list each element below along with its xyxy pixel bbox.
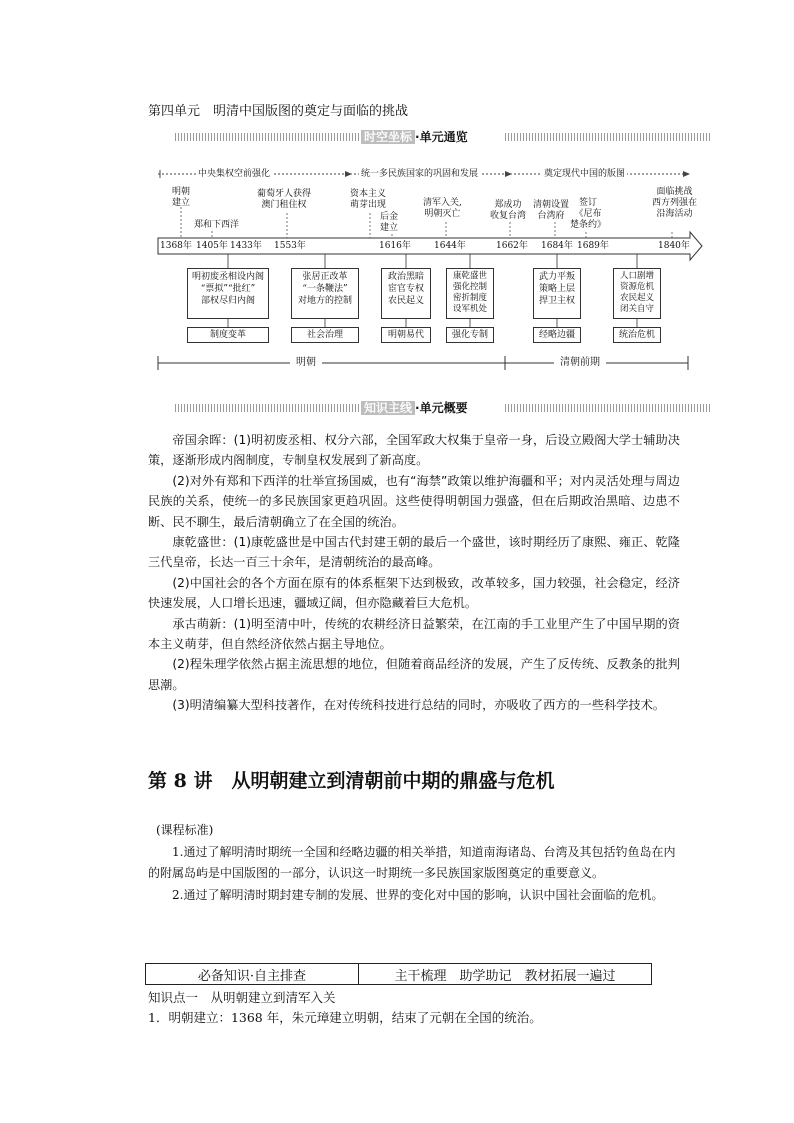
timeline-box: 武力平叛 策略上层 捍卫主权 xyxy=(533,268,581,319)
period-label: 奠定现代中国的版图 xyxy=(544,169,626,179)
year-label: 1644年 xyxy=(434,241,466,251)
banner-label: 时空坐标 ·单元通览 xyxy=(361,130,468,144)
year-label: 1433年 xyxy=(230,241,262,251)
event-label: 郑和下西洋 xyxy=(194,220,240,230)
table-cell-right: 主干梳理 助学助记 教材拓展一遍过 xyxy=(394,968,616,984)
year-label: 1368年 xyxy=(160,241,192,251)
year-label: 1405年 xyxy=(196,241,228,251)
period-label: 统一多民族国家的巩固和发展 xyxy=(361,169,479,179)
timeline-box: 康乾盛世 强化控制 密折制度 设军机处 xyxy=(446,268,494,319)
banner-label: 知识主线 ·单元概要 xyxy=(361,401,468,415)
section-banner-overview xyxy=(175,401,710,415)
event-label: 清军入关, 明朝灭亡 xyxy=(423,198,462,219)
event-label: 资本主义 萌芽出现 xyxy=(350,189,387,210)
theme-box: 明朝易代 xyxy=(381,327,431,343)
event-label: 面临挑战 西方列强在 沿海活动 xyxy=(652,187,698,219)
event-label: 签订 《尼布 楚条约》 xyxy=(570,198,607,230)
section-header-table xyxy=(145,963,652,985)
year-label: 1689年 xyxy=(577,241,609,251)
overview-paragraph: 康乾盛世：(1)康乾盛世是中国古代封建王朝的最后一个盛世，该时期经历了康熙、雍正、乾隆三代皇帝，长达一百三十余年，是清朝统治的最高峰。 xyxy=(148,535,680,570)
curriculum-item: 1.通过了解明清时期统一全国和经略边疆的相关举措，知道南海诸岛、台湾及其包括钓鱼岛在内的附属岛屿是中国版图的一部分，认识这一时期统一多民族国家版图奠定的重要意义。 xyxy=(148,844,676,880)
overview-paragraph: 承古萌新：(1)明至清中叶，传统的农耕经济日益繁荣，在江南的手工业里产生了中国早期的资本主义萌芽，但自然经济依然占据主导地位。 xyxy=(148,616,680,652)
overview-paragraph: (2)程朱理学依然占据主流思想的地位，但随着商品经济的发展，产生了反传统、反教条的批判思潮。 xyxy=(148,657,680,692)
unit-title: 第四单元 明清中国版图的奠定与面临的挑战 xyxy=(148,104,409,119)
event-label: 郑成功 收复台湾 xyxy=(490,200,527,221)
lesson-title: 第 8 讲 从明朝建立到清朝前中期的鼎盛与危机 xyxy=(148,770,555,792)
theme-box: 统治危机 xyxy=(613,327,661,343)
event-label: 后金 建立 xyxy=(380,212,399,233)
overview-paragraph: 帝国余晖：(1)明初废丞相、权分六部，全国军政大权集于皇帝一身，后设立殿阁大学士辅助决策，逐渐形成内阁制度，专制皇权发展到了新高度。 xyxy=(148,433,680,468)
overview-paragraph: (2)对外有郑和下西洋的壮举宣扬国威，也有“海禁”政策以维护海疆和平；对内灵活处理与周边民族的关系，使统一的多民族国家更趋巩固。这些使得明朝国力强盛，但在后期政治黑暗、边患不断、民不聊生，最后清朝确立了在全国的统治。 xyxy=(148,473,680,529)
timeline-box: 明初废丞相设内阁 “票拟”“批红” 部权尽归内阁 xyxy=(187,268,269,319)
theme-box: 制度变革 xyxy=(187,327,269,343)
era-label: 清朝前期 xyxy=(554,356,606,370)
year-label: 1840年 xyxy=(658,241,690,251)
timeline-box: 政治黑暗 宦官专权 农民起义 xyxy=(381,268,431,319)
curriculum-heading: (课程标准) xyxy=(156,823,214,837)
era-label: 明朝 xyxy=(290,356,322,370)
theme-box: 经略边疆 xyxy=(533,327,581,343)
year-label: 1553年 xyxy=(274,241,306,251)
overview-paragraph: (3)明清编纂大型科技著作，在对传统科技进行总结的同时，亦吸收了西方的一些科学技术。 xyxy=(172,698,665,713)
period-label: 中央集权空前强化 xyxy=(198,169,271,179)
table-cell-left: 必备知识·自主排查 xyxy=(146,964,359,984)
unit-overview xyxy=(148,430,680,716)
year-label: 1662年 xyxy=(496,241,528,251)
theme-box: 社会治理 xyxy=(291,327,359,343)
curriculum-item: 2.通过了解明清时期封建专制的发展、世界的变化对中国的影响，认识中国社会面临的危机。 xyxy=(172,887,664,902)
point-text: 1．明朝建立：1368 年，朱元璋建立明朝，结束了元朝在全国的统治。 xyxy=(148,1010,542,1025)
event-label: 葡萄牙人获得 澳门租住权 xyxy=(257,189,312,210)
event-label: 清朝设置 台湾府 xyxy=(533,200,570,221)
event-label: 明朝 建立 xyxy=(172,187,191,208)
theme-box: 强化专制 xyxy=(446,327,494,343)
year-label: 1684年 xyxy=(541,241,573,251)
overview-paragraph: (2)中国社会的各个方面在原有的体系框架下达到极致，改革较多，国力较强，社会稳定，经济快速发展，人口增长迅速，疆域辽阔，但亦隐藏着巨大危机。 xyxy=(148,575,680,611)
knowledge-point-title: 知识点一 从明朝建立到清军入关 xyxy=(148,990,336,1005)
year-label: 1616年 xyxy=(379,241,411,251)
timeline-box: 人口剧增 资源危机 农民起义 闭关自守 xyxy=(613,268,661,319)
timeline-box: 张居正改革 “一条鞭法” 对地方的控制 xyxy=(291,268,359,319)
curriculum-standards xyxy=(148,820,680,906)
